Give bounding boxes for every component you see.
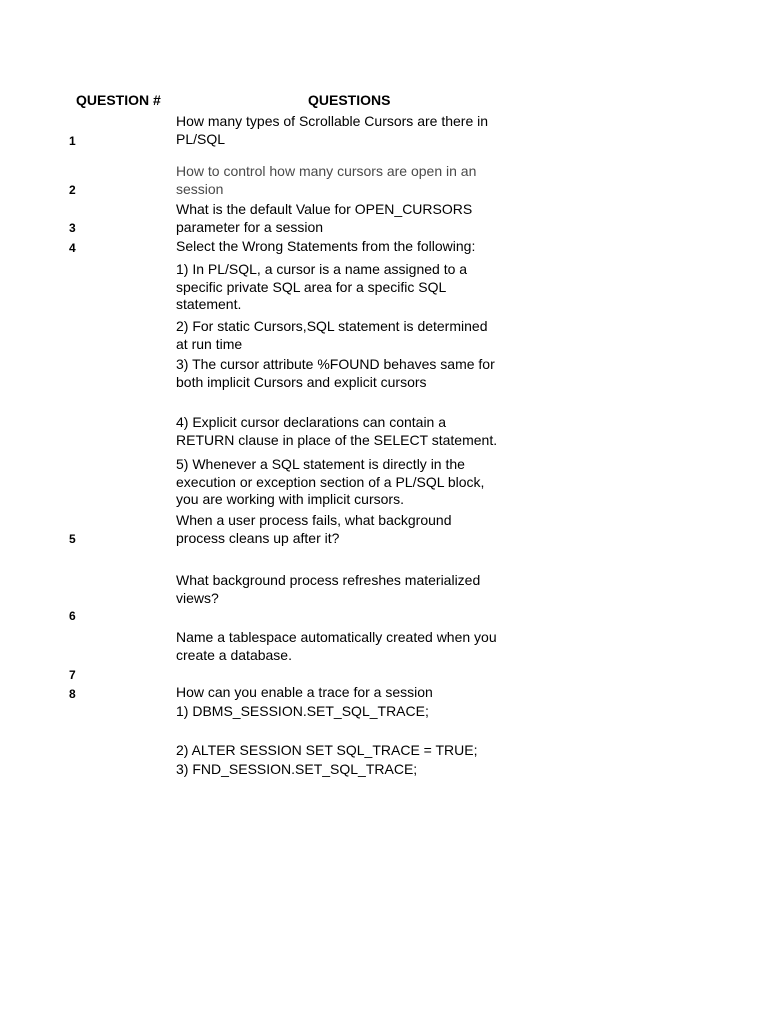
question-8-option-3: 3) FND_SESSION.SET_SQL_TRACE; xyxy=(176,761,418,777)
question-4-option-5: 5) Whenever a SQL statement is directly in the execution or exception section of a PL/SQL block, you are working with implicit cursors. xyxy=(176,456,485,507)
question-4-option-3: 3) The cursor attribute %FOUND behaves same for both implicit Cursors and explicit cursors xyxy=(176,356,495,390)
question-number-4: 4 xyxy=(69,241,76,255)
question-7-text: Name a tablespace automatically created when you create a database. xyxy=(176,629,497,663)
question-2-text: How to control how many cursors are open in an session xyxy=(176,163,477,197)
question-6-text: What background process refreshes materialized views? xyxy=(176,572,481,606)
question-number-1: 1 xyxy=(69,134,76,148)
question-number-7: 7 xyxy=(69,668,76,682)
question-4-option-2: 2) For static Cursors,SQL statement is determined at run time xyxy=(176,318,488,352)
question-number-6: 6 xyxy=(69,609,76,623)
question-8-text: How can you enable a trace for a session xyxy=(176,684,433,700)
question-5-text: When a user process fails, what background process cleans up after it? xyxy=(176,512,452,546)
question-1-text: How many types of Scrollable Cursors are there in PL/SQL xyxy=(176,113,489,147)
question-number-2: 2 xyxy=(69,183,76,197)
question-number-8: 8 xyxy=(69,687,76,701)
question-3-text: What is the default Value for OPEN_CURSORS parameter for a session xyxy=(176,201,473,235)
question-4-text: Select the Wrong Statements from the following: xyxy=(176,238,476,254)
question-8-option-1: 1) DBMS_SESSION.SET_SQL_TRACE; xyxy=(176,703,429,719)
question-number-header: QUESTION # xyxy=(76,92,161,108)
question-number-5: 5 xyxy=(69,532,76,546)
question-4-option-4: 4) Explicit cursor declarations can contain a RETURN clause in place of the SELECT statement. xyxy=(176,414,498,448)
question-number-3: 3 xyxy=(69,221,76,235)
question-4-option-1: 1) In PL/SQL, a cursor is a name assigned to a specific private SQL area for a specific SQL statement. xyxy=(176,261,468,312)
questions-header: QUESTIONS xyxy=(308,92,391,108)
question-8-option-2: 2) ALTER SESSION SET SQL_TRACE = TRUE; xyxy=(176,742,478,758)
